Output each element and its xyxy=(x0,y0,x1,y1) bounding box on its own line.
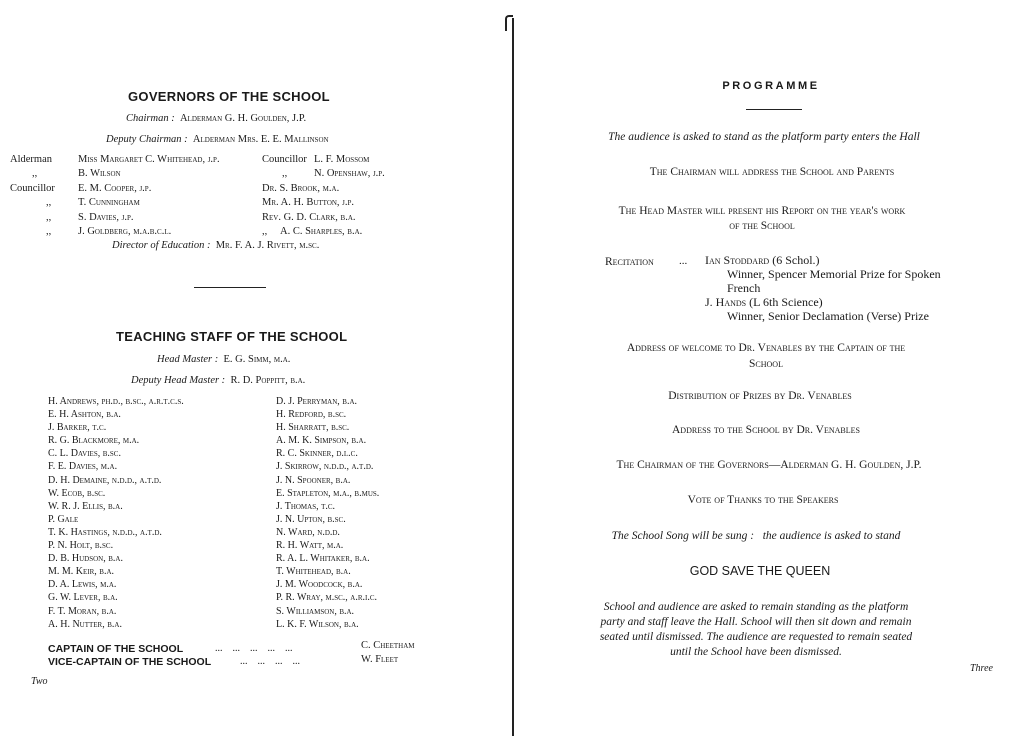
reciter1-form: (6 Schol.) xyxy=(772,253,820,267)
staff-member: P. R. Wray, m.sc., a.r.i.c. xyxy=(276,592,378,604)
director-name: Mr. F. A. J. Rivett, m.sc. xyxy=(215,240,320,251)
chairman-line xyxy=(126,113,306,124)
staff-member: W. Ecob, b.sc. xyxy=(48,487,106,499)
vice-captain-label: VICE-CAPTAIN OF THE SCHOOL xyxy=(48,656,212,668)
list-item: ,, S. Davies, j.p. xyxy=(46,211,134,223)
staff-member: J. M. Woodcock, b.a. xyxy=(276,579,363,591)
list-item: Mr. A. H. Button, j.p. xyxy=(262,197,355,209)
school-song-part1: The School Song will be sung : xyxy=(611,530,755,542)
reciter2-form: (L 6th Science) xyxy=(749,295,823,309)
staff-member: H. Redford, b.sc. xyxy=(276,409,347,421)
staff-member: L. K. F. Wilson, b.a. xyxy=(276,618,359,630)
welcome-address-line2: School xyxy=(749,358,783,370)
reciter2-name: J. Hands xyxy=(705,295,747,309)
head-master-report-line2: of the School xyxy=(729,220,795,232)
governors-heading: GOVERNORS OF THE SCHOOL xyxy=(128,89,330,104)
welcome-address-line1: Address of welcome to Dr. Venables by the Captain of the xyxy=(626,342,906,354)
vice-captain-dots: ... ... ... ... xyxy=(240,656,300,667)
staff-member: J. Skirrow, n.d.d., a.t.d. xyxy=(276,461,374,473)
staff-member: R. H. Watt, m.a. xyxy=(276,540,344,552)
list-item: Dr. S. Brook, m.a. xyxy=(262,182,340,194)
staff-member: J. N. Spooner, b.a. xyxy=(276,474,351,486)
programme-heading: PROGRAMME xyxy=(722,80,820,92)
chairman-of-governors: The Chairman of the Governors—Alderman G. H. Goulden, J.P. xyxy=(616,459,922,471)
reciter-2 xyxy=(705,295,929,323)
staff-member: D. J. Perryman, b.a. xyxy=(276,396,358,407)
chairman-name: Alderman G. H. Goulden, J.P. xyxy=(179,113,307,124)
left-page xyxy=(0,0,505,744)
head-master-label: Head Master : xyxy=(157,354,219,365)
staff-member: T. Whitehead, b.a. xyxy=(276,566,351,578)
staff-member: D. H. Demaine, n.d.d., a.t.d. xyxy=(48,474,162,486)
reciter2-prize: Winner, Senior Declamation (Verse) Prize xyxy=(727,309,929,323)
chairman-address: The Chairman will address the School and Parents xyxy=(649,166,895,178)
programme-divider xyxy=(746,109,802,110)
staff-member: R. G. Blackmore, m.a. xyxy=(48,435,140,447)
staff-member: H. Sharratt, b.sc. xyxy=(276,422,350,434)
staff-member: S. Williamson, b.a. xyxy=(276,605,355,617)
staff-member: D. B. Hudson, b.a. xyxy=(48,553,123,565)
staff-member: J. Barker, t.c. xyxy=(48,422,107,434)
recitation-label: Recitation xyxy=(605,256,654,268)
staff-member: M. M. Keir, b.a. xyxy=(48,566,115,578)
page-number-left: Two xyxy=(31,676,48,687)
staff-member: F. T. Moran, b.a. xyxy=(48,605,117,617)
deputy-head-line xyxy=(131,375,305,386)
staff-member: R. C. Skinner, d.l.c. xyxy=(276,448,358,460)
staff-member: G. W. Lever, b.a. xyxy=(48,592,118,604)
reciter-1 xyxy=(705,253,941,295)
reciter1-prize-line1: Winner, Spencer Memorial Prize for Spoken xyxy=(727,267,941,281)
staff-member: W. R. J. Ellis, b.a. xyxy=(48,500,123,512)
director-label: Director of Education : xyxy=(112,240,211,251)
stand-note: The audience is asked to stand as the platform party enters the Hall xyxy=(608,131,920,143)
list-item: ,, N. Openshaw, j.p. xyxy=(282,168,385,180)
book-spine-divider xyxy=(512,18,514,736)
school-song-line xyxy=(504,530,1008,542)
staff-heading: TEACHING STAFF OF THE SCHOOL xyxy=(116,329,348,344)
list-item: ,, J. Goldberg, m.a.b.c.l. xyxy=(46,226,172,238)
page-number-right: Three xyxy=(970,663,993,674)
closing-note-line4: until the School have been dismissed. xyxy=(670,646,842,658)
staff-member: F. E. Davies, m.a. xyxy=(48,461,118,473)
staff-member: P. Gale xyxy=(48,513,79,525)
vice-captain-name: W. Fleet xyxy=(361,654,399,665)
captain-name: C. Cheetham xyxy=(361,640,415,651)
governors-list-right xyxy=(262,153,385,239)
deputy-chairman-label: Deputy Chairman : xyxy=(106,134,188,145)
staff-member: A. M. K. Simpson, b.a. xyxy=(276,435,367,447)
staff-member: P. N. Holt, b.sc. xyxy=(48,540,114,552)
recitation-dots: ... xyxy=(679,255,688,267)
reciter1-prize-line2: French xyxy=(727,281,761,295)
list-item: Councillor L. F. Mossom xyxy=(262,154,370,165)
address-to-school: Address to the School by Dr. Venables xyxy=(672,424,860,436)
right-page xyxy=(520,0,1024,744)
list-item: ,, A. C. Sharples, b.a. xyxy=(262,226,363,238)
deputy-head-label: Deputy Head Master : xyxy=(131,375,226,386)
god-save-the-queen: GOD SAVE THE QUEEN xyxy=(689,564,831,578)
list-item: Alderman Miss Margaret C. Whitehead, j.p. xyxy=(10,154,220,165)
closing-note-line1: School and audience are asked to remain standing as the platform xyxy=(603,601,909,613)
staff-member: R. A. L. Whitaker, b.a. xyxy=(276,553,370,565)
staff-list-left xyxy=(48,395,184,631)
staff-member: E. Stapleton, m.a., b.mus. xyxy=(276,487,380,499)
director-line xyxy=(112,240,319,251)
list-item: Rev. G. D. Clark, b.a. xyxy=(262,211,356,223)
staff-member: D. A. Lewis, m.a. xyxy=(48,579,117,591)
vote-of-thanks: Vote of Thanks to the Speakers xyxy=(687,494,839,506)
captain-dots: ... ... ... ... ... xyxy=(215,643,293,654)
closing-note-line2: party and staff leave the Hall. School will then sit down and remain xyxy=(600,616,912,628)
reciter1-name: Ian Stoddard xyxy=(705,253,770,267)
staff-member: E. H. Ashton, b.a. xyxy=(48,409,121,421)
staff-member: N. Ward, n.d.d. xyxy=(276,526,340,538)
head-master-line xyxy=(157,354,290,365)
staff-member: H. Andrews, ph.d., b.sc., a.r.t.c.s. xyxy=(48,396,184,407)
head-master-name: E. G. Simm, m.a. xyxy=(223,354,291,365)
staff-member: T. K. Hastings, n.d.d., a.t.d. xyxy=(48,526,162,538)
chairman-label: Chairman : xyxy=(126,113,175,124)
staff-member: A. H. Nutter, b.a. xyxy=(48,618,122,630)
list-item: ,, T. Cunningham xyxy=(46,197,140,209)
head-master-report-line1: The Head Master will present his Report on the year's work xyxy=(618,205,906,217)
school-song-part2: the audience is asked to stand xyxy=(762,530,901,542)
deputy-head-name: R. D. Poppitt, b.a. xyxy=(230,375,306,386)
staff-member: J. N. Upton, b.sc. xyxy=(276,513,346,525)
list-item: Councillor E. M. Cooper, j.p. xyxy=(10,182,152,194)
deputy-chairman-name: Alderman Mrs. E. E. Mallinson xyxy=(192,134,329,145)
section-divider xyxy=(194,287,266,288)
deputy-chairman-line xyxy=(106,134,329,145)
captain-label: CAPTAIN OF THE SCHOOL xyxy=(48,643,184,655)
closing-note-line3: seated until dismissed. The audience are requested to remain seated xyxy=(599,631,913,643)
governors-list-left xyxy=(10,153,220,239)
staff-member: C. L. Davies, b.sc. xyxy=(48,448,121,460)
staff-list-right xyxy=(276,395,379,631)
list-item: ,, B. Wilson xyxy=(32,168,121,180)
prize-distribution: Distribution of Prizes by Dr. Venables xyxy=(668,390,852,402)
staff-member: J. Thomas, t.c. xyxy=(276,500,336,512)
